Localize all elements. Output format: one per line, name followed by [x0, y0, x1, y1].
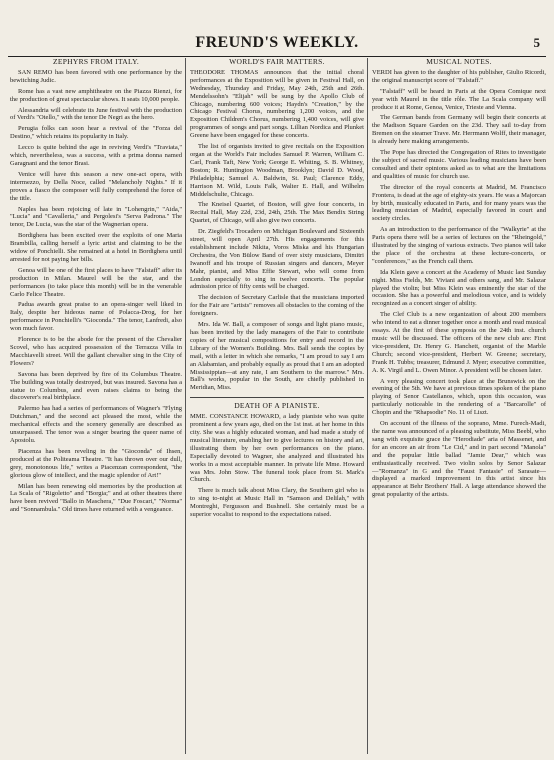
article-paragraph: "Falstaff" will be heard in Paris at the Opera Comique next year with Maurel in the title rôle. The La Scala company will produce it at Rome, Genoa, Venice, Trieste and Vienna.: [372, 87, 546, 111]
article-paragraph: Palermo has had a series of performances of Wagner's "Flying Dutchman," and the second act pleased the most, while the mechanical effects and the scenery generally are described as unsurpassed. The tenor was a singer bearing the queer name of Apostolu.: [10, 405, 182, 444]
column-rule: [185, 58, 186, 754]
section-heading: ZEPHYRS FROM ITALY.: [52, 58, 140, 66]
article-paragraph: Rome has a vast new amphitheatre on the Piazza Rienzi, for the production of great spectacular shows. It seats 10,000 people.: [10, 87, 182, 103]
article-paragraph: Ida Klein gave a concert at the Academy of Music last Sunday night. Miss Fields, Mr. Viviani and others sang, and Mr. Salazar played the violin; but Miss Klein was eminently the star of the occasion. She has a powerful and melodious voice, and is widely recognized as a concert singer of ability.: [372, 268, 546, 308]
article-paragraph: The list of organists invited to give recitals on the Exposition organ at the World's Fair includes Samuel P. Warren, William C. Carl, Frank Taft, New York; George E. Whiting, S. B. Whitney, Boston; R. Huntington Woodman, Brooklyn; David D. Wood, Philadelphia; Samuel A. Baldwin, St. Paul; Clarence Eddy, Harrison M. Wild, Louis Falk, Walter E. Hall, and Wilhelm Middelschulte, Chicago.: [190, 143, 364, 198]
article-paragraph: THEODORE THOMAS announces that the initial choral performances at the Exposition will be given in Festival Hall, on Wednesday, Thursday and Friday, May 24th, 25th and 26th. Mendelssohn's "Elijah" will be sung by the Apollo Club of Chicago, numbering 600 voices; Haydn's "Creation," by the Chicago Festival Chorus, numbering 1,200 voices, and the Exposition Children's Chorus, numbering 1,400 voices, will give programmes of songs and part songs. Lillian Nordica and Plunket Greene have been engaged for these concerts.: [190, 68, 364, 140]
article-paragraph: VERDI has given to the daughter of his publisher, Giulio Ricordi, the original manuscript score of "Falstaff.": [372, 68, 546, 84]
article-paragraph: The director of the royal concerts at Madrid, M. Francisco Frontera, is dead at the age of eighty-six years. He was a Majorcan by birth, musically educated in Paris, and for many years was the leading musician of Madrid, especially favored in court and society circles.: [372, 183, 546, 223]
article-paragraph: Savona has been deprived by fire of its Columbus Theatre. The building was totally destroyed, but was insured. Savona has a statue to Columbus, and even raises claims to being the discoverer's real birthplace.: [10, 370, 182, 402]
column-zephyrs-from-italy: [10, 58, 182, 756]
article-paragraph: Naples has been rejoicing of late in "Lohengrin," "Aida," "Lucia" and "Cavalleria," and Pergolesi's "Serva Padrona." The tenor, De Lucia, was the star of the Wagnerian opera.: [10, 205, 182, 229]
article-paragraph: Mrs. Ida W. Ball, a composer of songs and light piano music, has been invited by the lady managers of the Fair to contribute copies of her musical compositions for entry and record in the Library of the Women's Building. Mrs. Ball sends the copies by mail, with a letter in which she remarks, "I am proud to say I am an Alabamian, and probably equally as proud that I am an adopted Mississippian—at any rate, I am Southern to the marrow." Mrs. Ball's works, popular in the South, are chiefly published in Meridian, Miss.: [190, 321, 364, 392]
section-heading: MUSICAL NOTES.: [426, 58, 492, 66]
column-musical-notes: [372, 58, 546, 756]
article-paragraph: Lecco is quite behind the age in reviving Verdi's "Traviata," which, nevertheless, was a success, with a prima donna named Garagnani and the tenor Brasi.: [10, 144, 182, 167]
page-number: 5: [533, 35, 540, 50]
article-paragraph: Perugia folks can soon hear a revival of the "Forza del Destino," which retains its popularity in Italy.: [10, 125, 182, 141]
article-paragraph: Piacenza has been reveling in the "Gioconda" of Ihsen, produced at the Politeama Theatre. "It has thrown over our dull, grey, monotonous life," writes a Piacenzan correspondent, "the glorious glow of intellect, and the magic splendor of Art!": [10, 447, 182, 479]
article-paragraph: The Pope has directed the Congregation of Rites to investigate the subject of sacred music. Various leading musicians have been consulted and their opinions asked as to what are the limitations and qualities of music for church use.: [372, 149, 546, 180]
article-paragraph: Alessandria will celebrate its June festival with the production of Verdi's "Otello," with the tenor De Negri as the hero.: [10, 106, 182, 122]
article-paragraph: Venice will have this season a new one-act opera, with intermezzo, by Della Noce, called "Melancholy Nights." If it proves a fiasco the composer will fully comprehend the force of the title.: [10, 170, 182, 202]
article-paragraph: The decision of Secretary Carlisle that the musicians imported for the Fair are "artists" removes all obstacles to the coming of the foreigners.: [190, 294, 364, 318]
column-rule: [367, 58, 368, 754]
article-paragraph: The Kneisel Quartet, of Boston, will give four concerts, in Recital Hall, May 22d, 23d, 24th, 25th. The Max Bendix String Quartet, of Chicago, will also give two concerts.: [190, 201, 364, 225]
article-paragraph: Florence is to be the abode for the present of the Chevalier Scovel, who has acquired possession of the Terrazza Villa in Macchiavelli street. Will the gallant chevalier sing in the City of Flowers?: [10, 336, 182, 367]
article-paragraph: A very pleasing concert took place at the Brunswick on the evening of the 5th. We have at previous times spoken of the piano playing of Senor Castellanos, which, upon this occasion, was particularly noticeable in the rendering of a "Barcarolle" of Chopin and the "Rhapsodie" No. 11 of Liszt.: [372, 377, 546, 417]
section-body: [190, 69, 364, 392]
article-paragraph: Padua awards great praise to an opera-singer well liked in Italy, despite her hideous name of Polacca-Drog, for her performance in Ponchielli's "Gioconda." The tenor, Lanfredi, also won much favor.: [10, 301, 182, 333]
article-paragraph: There is much talk about Miss Clary, the Southern girl who is to sing to-night at Music Hall in "Samson and Delilah," with Montreghi, Fergusson and Bushnell. She certainly must be a superior vocalist to respond to the expectations raised.: [190, 487, 364, 519]
article-paragraph: The Clef Club is a new organization of about 200 members who intend to eat a dinner together once a month and read musical essays. At the first of these symposia on the 24th inst. church music will be discussed. The officers of the new club are: First vice-president, Dr. Henry G. Hanchett, organist of the Marble Church; second vice-president, Herbert W. Greene; secretary, Frank H. Tubbs; treasurer, Edmund J. Myer; executive committee, A. K. Virgil and L. Owen Minor. A president will be chosen later.: [372, 311, 546, 374]
section-heading: WORLD'S FAIR MATTERS.: [229, 58, 325, 66]
article-paragraph: On account of the illness of the soprano, Mme. Furech-Madi, the name was announced of a pleasing substitute, Miss Beebl, who sang with exquisite grace the "Herodiade" aria of Massenet, and for an encore an air from "Le Cid," and in part second "Manola" and the popular little ballad "Jamie Dear," which was enthusiastically received. Two violin solos by Senor Salazar—"Romanza" in G and the "Faust Fantasie" of Sarasate—displayed a marked improvement in this artist since his appearance at Behr Brothers' Hall. A large attendance showed the great popularity of the artists.: [372, 420, 546, 499]
section-body: [190, 413, 364, 519]
page-title: FREUND'S WEEKLY.: [195, 34, 359, 51]
article-paragraph: The German bands from Germany will begin their concerts at the Madison Square Garden on the 23d. They sail to-day from Bremen on the steamer Trave. Mr. Herrmann Wolff, their manager, is already here making arrangements.: [372, 114, 546, 146]
article-paragraph: Milan has been renewing old memories by the production at La Scala of "Rigoletto" and "Borgia;" and at other theatres there have been revived "Ballo in Maschera," "Due Foscari," "Norma" and "Sonnambula." Old times have returned with a vengeance.: [10, 482, 182, 514]
article-paragraph: As an introduction to the performance of the "Walkyrie" at the Paris opera there will be a series of lectures on the "Rheingold," illustrated by the singing of various extracts. Two pianos will take the place of the orchestra at these lecture-concerts, or "conferences," as the French call them.: [372, 226, 546, 265]
article-paragraph: MME. CONSTANCE HOWARD, a lady pianiste who was quite prominent a few years ago, died on the 1st inst. at her home in this city. She was a highly educated woman, and had made a study of musical literature, enabling her to give lectures on history and art, illustrating them by her own performances on the piano. Especially devoted to Wagner, she analyzed and illustrated his works in a most acceptable manner. In private life Mme. Howard was Mrs. John Stow. The funeral took place from St. Mark's Church.: [190, 413, 364, 484]
article-paragraph: SAN REMO has been favored with one performance by the bewitching Judic.: [10, 68, 182, 84]
article-paragraph: Genoa will be one of the first places to have "Falstaff" after its production in Milan. Maurel will be the star, and the performances (to take place this month) will be in the venerable Carlo Felice Theatre.: [10, 266, 182, 298]
section-heading-death-of-a-pianiste: DEATH OF A PIANISTE.: [190, 397, 364, 410]
article-paragraph: Dr. Ziegfeld's Trocadero on Michigan Boulevard and Sixteenth street, will open April 27th. His engagements for this establishment include Nikita, Voros Miska and his Hungarian Orchestra, the Von Bülow Band of over sixty musicians, Dimitri Iwanoff and his troupe of Russian singers and dancers, Meyer Mahr, pianist, and Miss Effie Stewart, who will come from London especially to sing in twelve concerts. The popular admission price of fifty cents will be charged.: [190, 228, 364, 291]
article-paragraph: Bordighera has been excited over the exploits of one Maria Brambilla, calling herself a lyric artist and claiming to be the widow of Ponchielli. She remained at a hotel in Bordighera until arrested for not paying her bills.: [10, 232, 182, 263]
column-worlds-fair-matters: [190, 58, 364, 756]
masthead: [8, 34, 546, 57]
